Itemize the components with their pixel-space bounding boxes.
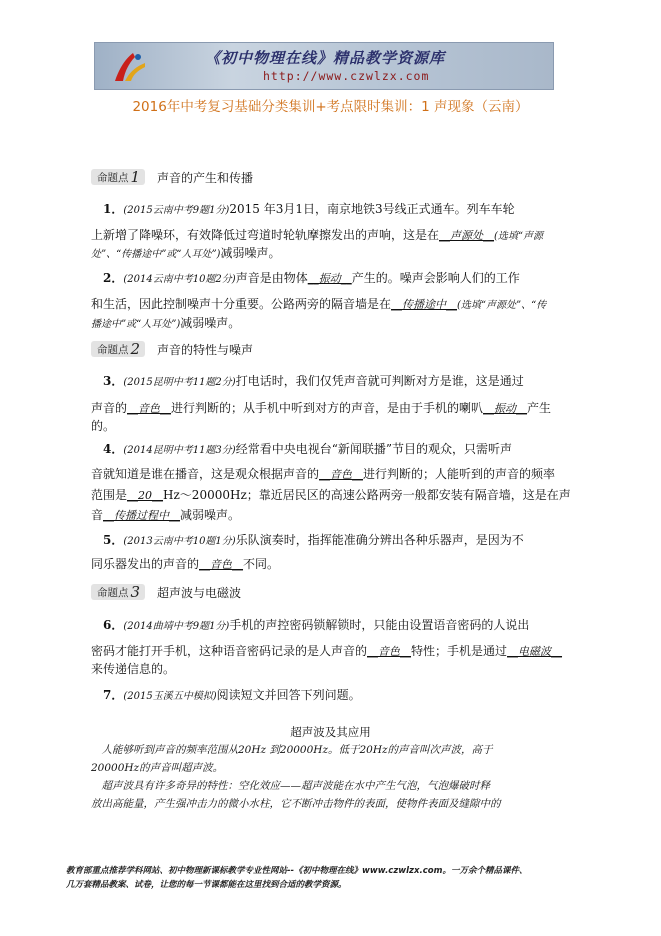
question-2-line-3: 播途中”或“人耳处”)减弱噪声。 — [91, 316, 241, 330]
answer-blank: __传播途中__ — [391, 298, 458, 311]
page-title: 2016年中考复习基础分类集训+考点限时集训：1 声现象（云南） — [132, 99, 529, 115]
question-6-line-1: 6．(2014曲靖中考9题1分)手机的声控密码锁解锁时，只能由设置语音密码的人说出 — [103, 618, 530, 632]
answer-blank: __音色__ — [199, 558, 244, 571]
answer-blank: __音色__ — [319, 468, 364, 481]
question-4-line-4: 音__传播过程中__减弱噪声。 — [91, 508, 241, 522]
page-footer — [66, 864, 626, 892]
banner-title: 《初中物理在线》精品教学资源库 — [205, 49, 446, 67]
answer-blank: __声源处__ — [439, 229, 495, 242]
question-1-line-3: 处”、“传播途中”或“人耳处”)减弱噪声。 — [91, 246, 281, 260]
article-line: 超声波具有许多奇异的特性：空化效应——超声波能在水中产生气泡，气泡爆破时释 — [101, 780, 490, 792]
topic-title: 声音的产生和传播 — [157, 170, 254, 185]
answer-blank: __音色__ — [367, 645, 412, 658]
question-3-line-1: 3．(2015昆明中考11题2分)打电话时，我们仅凭声音就可判断对方是谁，这是通过 — [103, 374, 524, 388]
question-6-line-2: 密码才能打开手机，这种语音密码记录的是人声音的__音色__特性；手机是通过__电磁波__ — [91, 644, 563, 658]
question-7-line-1: 7．(2015玉溪五中模拟)阅读短文并回答下列问题。 — [103, 688, 361, 702]
question-5-line-1: 5．(2013云南中考10题1分)乐队演奏时，指挥能准确分辨出各种乐器声，是因为不 — [103, 533, 524, 547]
banner-url[interactable]: http://www.czwlzx.com — [263, 69, 430, 83]
article-line: 人能够听到声音的频率范围从20Hz 到20000Hz。低于20Hz的声音叫次声波，高于 — [101, 744, 493, 756]
footer-line-2: 几万套精品教案、试卷，让您的每一节课都能在这里找到合适的教学资源。 — [66, 880, 347, 890]
topic-header-1 — [91, 167, 253, 187]
question-3-line-2: 声音的__音色__进行判断的；从手机中听到对方的声音，是由于手机的喇叭__振动__产生 — [91, 401, 552, 415]
topic-header-2 — [91, 339, 253, 359]
article-title: 超声波及其应用 — [290, 725, 371, 739]
article-line: 放出高能量，产生强冲击力的微小水柱，它不断冲击物件的表面，使物件表面及缝隙中的 — [91, 798, 501, 810]
answer-blank: __20__ — [127, 489, 164, 502]
site-logo-icon — [111, 49, 149, 85]
topic-title: 超声波与电磁波 — [157, 585, 242, 600]
question-2-line-1: 2．(2014云南中考10题2分)声音是由物体__振动__产生的。噪声会影响人们的工作 — [103, 271, 520, 285]
topic-header-3 — [91, 582, 241, 602]
answer-blank: __振动__ — [483, 402, 528, 415]
answer-blank: __电磁波__ — [507, 645, 563, 658]
topic-badge: 命题点 1 — [91, 169, 145, 185]
answer-blank: __传播过程中__ — [103, 509, 181, 522]
question-3-line-3: 的。 — [91, 419, 116, 433]
question-2-line-2: 和生活，因此控制噪声十分重要。公路两旁的隔音墙是在__传播途中__(选填“声源处”、“传 — [91, 297, 547, 311]
question-5-line-2: 同乐器发出的声音的__音色__不同。 — [91, 557, 280, 571]
footer-line-1: 教育部重点推荐学科网站、初中物理新课标教学专业性网站--《初中物理在线》www.czwlzx.com。一万余个精品课件、 — [66, 866, 528, 876]
answer-blank: __振动__ — [307, 272, 352, 285]
question-4-line-2: 音就知道是谁在播音，这是观众根据声音的__音色__进行判断的；人能听到的声音的频率 — [91, 467, 556, 481]
question-4-line-3: 范围是__20__Hz～20000Hz；靠近居民区的高速公路两旁一般都安装有隔音墙，这是在声 — [91, 488, 571, 502]
article-line: 20000Hz的声音叫超声波。 — [91, 762, 224, 774]
topic-badge: 命题点 2 — [91, 341, 145, 357]
question-6-line-3: 来传递信息的。 — [91, 662, 176, 676]
question-1-line-2: 上新增了降噪环，有效降低过弯道时轮轨摩擦发出的声响，这是在__声源处__(选填“声源 — [91, 228, 544, 242]
question-4-line-1: 4．(2014昆明中考11题3分)经常看中央电视台“新闻联播”节目的观众，只需听声 — [103, 442, 512, 456]
question-1-line-1: 1．(2015云南中考9题1分)2015 年3月1日，南京地铁3号线正式通车。列车车轮 — [103, 202, 515, 216]
answer-blank: __音色__ — [127, 402, 172, 415]
site-banner — [94, 42, 554, 90]
topic-title: 声音的特性与噪声 — [157, 342, 254, 357]
topic-badge: 命题点 3 — [91, 584, 145, 600]
